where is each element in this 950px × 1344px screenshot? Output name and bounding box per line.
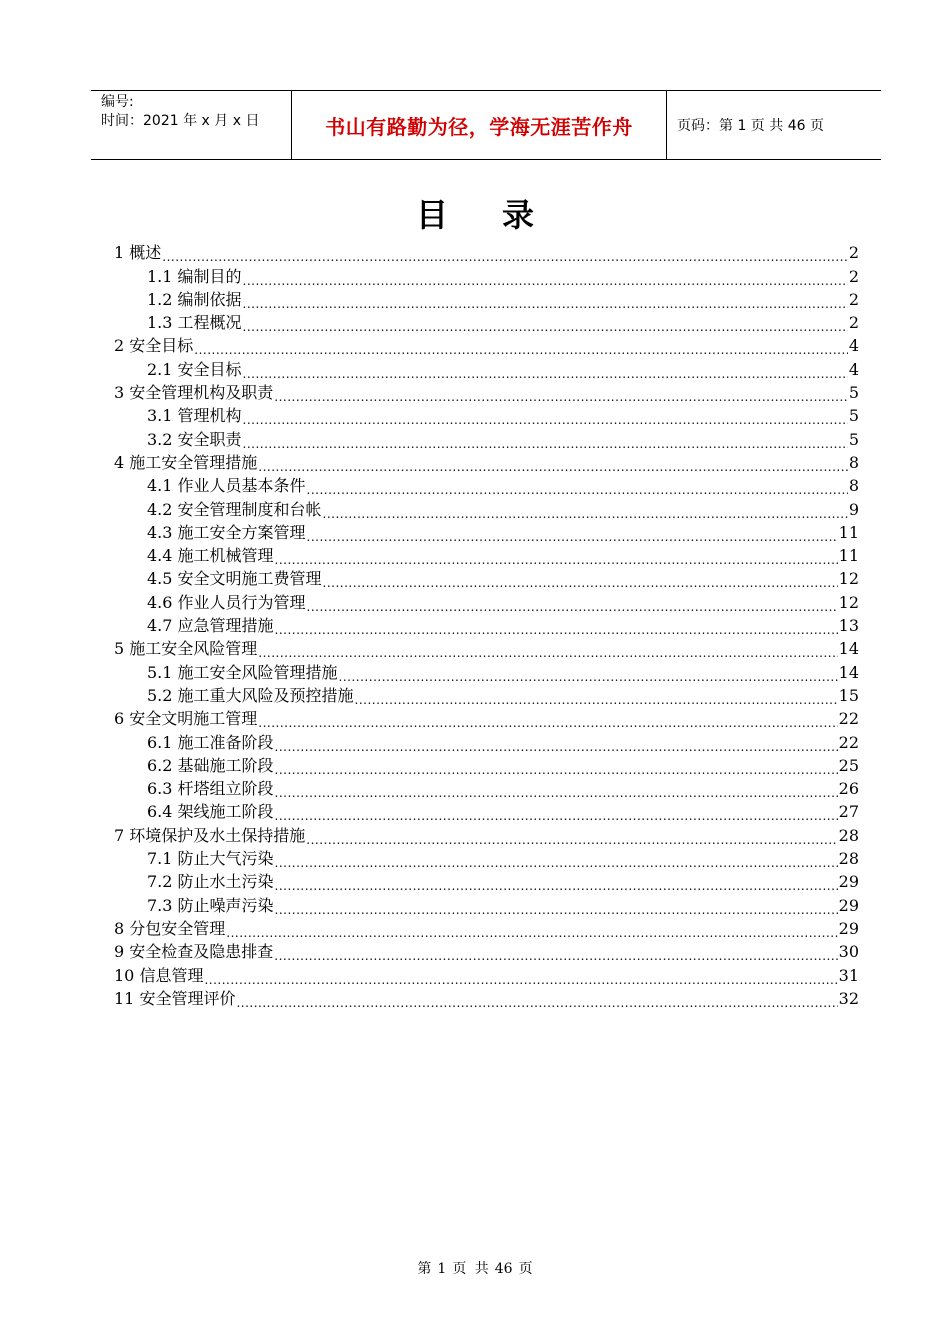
toc-entry[interactable] xyxy=(114,497,859,520)
toc-entry-title: 9 安全检查及隐患排查 xyxy=(114,942,274,962)
toc-entry[interactable] xyxy=(114,660,859,683)
toc-entry-page: 4 xyxy=(848,336,859,356)
toc-entry-title: 4.4 施工机械管理 xyxy=(147,546,274,566)
toc-entry-page: 12 xyxy=(838,569,859,589)
toc-entry-page: 28 xyxy=(838,849,859,869)
toc-dot-leader xyxy=(243,268,848,288)
footer-suffix: 页 xyxy=(518,1261,533,1277)
toc-entry[interactable] xyxy=(114,893,859,916)
toc-dot-leader xyxy=(307,477,848,497)
toc-dot-leader xyxy=(194,337,848,357)
toc-entry-page: 2 xyxy=(848,289,859,309)
toc-entry[interactable] xyxy=(114,707,859,730)
toc-dot-leader xyxy=(243,291,848,311)
toc-entry-title: 8 分包安全管理 xyxy=(114,918,226,938)
header-motto: 书山有路勤为径，学海无涯苦作舟 xyxy=(292,91,667,159)
header-meta xyxy=(91,91,292,159)
toc-dot-leader xyxy=(226,920,837,940)
toc-entry-title: 1.1 编制目的 xyxy=(147,266,242,286)
toc-entry-title: 11 安全管理评价 xyxy=(114,988,236,1008)
toc-entry-title: 1.3 工程概况 xyxy=(147,313,242,333)
toc-dot-leader xyxy=(243,361,848,381)
toc-entry-title: 6.4 架线施工阶段 xyxy=(147,802,274,822)
toc-entry-page: 8 xyxy=(848,452,859,472)
toc-dot-leader xyxy=(275,873,838,893)
toc-dot-leader xyxy=(236,990,837,1010)
toc-entry-title: 4.1 作业人员基本条件 xyxy=(147,476,306,496)
toc-entry[interactable] xyxy=(114,963,859,986)
toc-entry[interactable] xyxy=(114,730,859,753)
toc-entry-title: 10 信息管理 xyxy=(114,965,204,985)
toc-entry[interactable] xyxy=(114,987,859,1010)
toc-entry-title: 4.7 应急管理措施 xyxy=(147,616,274,636)
footer-total-pages: 46 xyxy=(494,1261,513,1277)
toc-entry[interactable] xyxy=(114,870,859,893)
toc-entry-page: 13 xyxy=(838,616,859,636)
toc-entry-page: 25 xyxy=(838,755,859,775)
toc-dot-leader xyxy=(275,547,838,567)
toc-dot-leader xyxy=(307,524,838,544)
toc-entry-page: 22 xyxy=(838,709,859,729)
document-header xyxy=(91,90,881,160)
toc-entry-page: 29 xyxy=(838,895,859,915)
toc-entry-page: 12 xyxy=(838,592,859,612)
toc-entry-title: 2.1 安全目标 xyxy=(147,359,242,379)
toc-entry[interactable] xyxy=(114,474,859,497)
toc-entry[interactable] xyxy=(114,241,859,264)
toc-entry-page: 2 xyxy=(848,266,859,286)
toc-entry-page: 2 xyxy=(848,243,859,263)
toc-dot-leader xyxy=(275,734,838,754)
toc-entry-page: 5 xyxy=(848,406,859,426)
toc-entry[interactable] xyxy=(114,940,859,963)
toc-dot-leader xyxy=(307,594,838,614)
toc-dot-leader xyxy=(243,407,848,427)
toc-entry-page: 8 xyxy=(848,476,859,496)
toc-entry-title: 5.1 施工安全风险管理措施 xyxy=(147,662,338,682)
toc-dot-leader xyxy=(258,454,848,474)
toc-entry-page: 32 xyxy=(838,988,859,1008)
toc-entry[interactable] xyxy=(114,800,859,823)
toc-entry-page: 14 xyxy=(838,662,859,682)
toc-entry-page: 31 xyxy=(838,965,859,985)
header-page-info: 页码：第 1 页 共 46 页 xyxy=(677,118,824,134)
toc-entry-title: 6.3 杆塔组立阶段 xyxy=(147,779,274,799)
toc-dot-leader xyxy=(275,757,838,777)
toc-entry[interactable] xyxy=(114,288,859,311)
toc-entry[interactable] xyxy=(114,521,859,544)
toc-dot-leader xyxy=(243,314,848,334)
page-title: 目录 xyxy=(415,196,588,234)
toc-dot-leader xyxy=(323,570,838,590)
toc-entry-page: 14 xyxy=(838,639,859,659)
toc-entry[interactable] xyxy=(114,451,859,474)
footer-prefix: 第 xyxy=(417,1261,432,1277)
toc-entry-title: 4.2 安全管理制度和台帐 xyxy=(147,499,322,519)
toc-entry-title: 4.6 作业人员行为管理 xyxy=(147,592,306,612)
toc-dot-leader xyxy=(275,780,838,800)
toc-entry[interactable] xyxy=(114,637,859,660)
toc-entry-title: 7 环境保护及水土保持措施 xyxy=(114,825,306,845)
toc-entry[interactable] xyxy=(114,917,859,940)
toc-entry[interactable] xyxy=(114,334,859,357)
toc-dot-leader xyxy=(275,617,838,637)
toc-entry[interactable] xyxy=(114,567,859,590)
toc-entry-page: 27 xyxy=(838,802,859,822)
document-time: 时间：2021 年 x 月 x 日 xyxy=(101,113,260,129)
toc-dot-leader xyxy=(275,803,838,823)
toc-entry-title: 3.1 管理机构 xyxy=(147,406,242,426)
toc-entry-page: 30 xyxy=(838,942,859,962)
toc-entry-page: 29 xyxy=(838,918,859,938)
table-of-contents xyxy=(114,241,859,1010)
toc-entry-page: 9 xyxy=(848,499,859,519)
toc-entry-title: 7.3 防止噪声污染 xyxy=(147,895,274,915)
page-footer xyxy=(0,1258,950,1278)
toc-entry[interactable] xyxy=(114,404,859,427)
toc-entry[interactable] xyxy=(114,777,859,800)
toc-entry-page: 29 xyxy=(838,872,859,892)
toc-entry[interactable] xyxy=(114,264,859,287)
footer-mid: 页 共 xyxy=(452,1261,489,1277)
toc-entry-title: 4.5 安全文明施工费管理 xyxy=(147,569,322,589)
toc-dot-leader xyxy=(258,710,837,730)
toc-entry-title: 5 施工安全风险管理 xyxy=(114,639,258,659)
toc-entry-page: 4 xyxy=(848,359,859,379)
toc-entry[interactable] xyxy=(114,823,859,846)
toc-dot-leader xyxy=(275,850,838,870)
toc-dot-leader xyxy=(355,687,838,707)
toc-entry-title: 3 安全管理机构及职责 xyxy=(114,383,274,403)
toc-entry-title: 6 安全文明施工管理 xyxy=(114,709,258,729)
toc-entry-title: 4 施工安全管理措施 xyxy=(114,452,258,472)
toc-dot-leader xyxy=(274,384,848,404)
toc-dot-leader xyxy=(162,244,848,264)
toc-entry-page: 11 xyxy=(838,546,859,566)
toc-dot-leader xyxy=(275,897,838,917)
toc-entry-title: 1.2 编制依据 xyxy=(147,289,242,309)
toc-entry-title: 2 安全目标 xyxy=(114,336,194,356)
toc-dot-leader xyxy=(204,967,837,987)
toc-entry-page: 2 xyxy=(848,313,859,333)
toc-entry-title: 6.2 基础施工阶段 xyxy=(147,755,274,775)
toc-entry-page: 28 xyxy=(838,825,859,845)
toc-dot-leader xyxy=(339,664,838,684)
toc-entry-page: 5 xyxy=(848,429,859,449)
toc-entry-title: 4.3 施工安全方案管理 xyxy=(147,522,306,542)
toc-entry[interactable] xyxy=(114,684,859,707)
document-number-label: 编号: xyxy=(101,94,134,110)
toc-entry-page: 26 xyxy=(838,779,859,799)
toc-entry-page: 5 xyxy=(848,383,859,403)
toc-entry-title: 7.2 防止水土污染 xyxy=(147,872,274,892)
toc-entry[interactable] xyxy=(114,847,859,870)
toc-entry[interactable] xyxy=(114,357,859,380)
toc-dot-leader xyxy=(306,827,837,847)
toc-entry-page: 22 xyxy=(838,732,859,752)
toc-entry-title: 1 概述 xyxy=(114,243,162,263)
toc-entry-page: 15 xyxy=(838,685,859,705)
toc-entry[interactable] xyxy=(114,544,859,567)
toc-entry-title: 5.2 施工重大风险及预控措施 xyxy=(147,685,354,705)
toc-entry-title: 7.1 防止大气污染 xyxy=(147,849,274,869)
toc-entry[interactable] xyxy=(114,590,859,613)
toc-dot-leader xyxy=(258,640,837,660)
toc-entry[interactable] xyxy=(114,381,859,404)
toc-entry[interactable] xyxy=(114,614,859,637)
toc-entry[interactable] xyxy=(114,754,859,777)
toc-entry[interactable] xyxy=(114,427,859,450)
footer-page-number: 1 xyxy=(437,1261,447,1277)
toc-dot-leader xyxy=(323,501,848,521)
toc-entry-page: 11 xyxy=(838,522,859,542)
toc-entry-title: 6.1 施工准备阶段 xyxy=(147,732,274,752)
toc-dot-leader xyxy=(243,431,848,451)
toc-dot-leader xyxy=(274,943,837,963)
toc-entry[interactable] xyxy=(114,311,859,334)
toc-entry-title: 3.2 安全职责 xyxy=(147,429,242,449)
